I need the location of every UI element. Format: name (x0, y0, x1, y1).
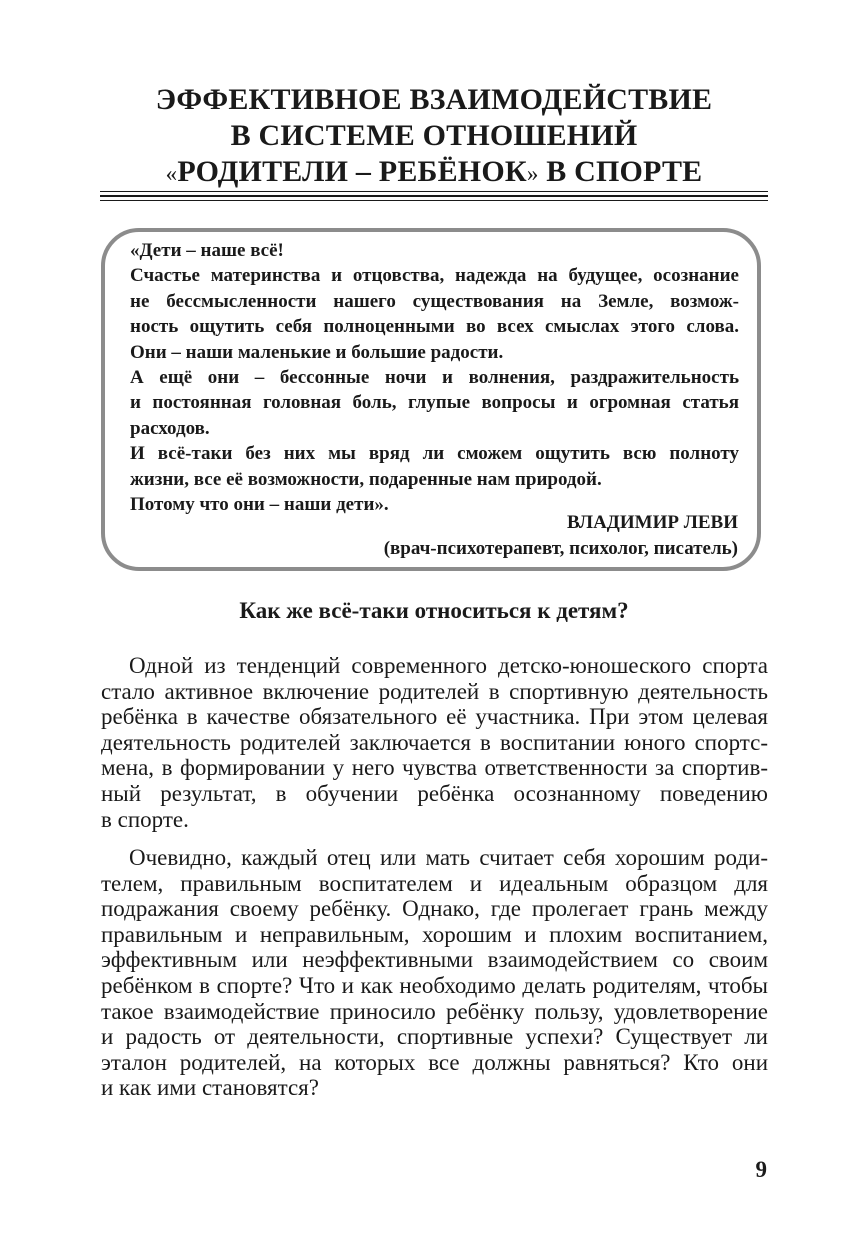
paragraph-line: Одной из тенденций современного детско-юношеского спорта (129, 653, 768, 678)
epigraph-author: ВЛАДИМИР ЛЕВИ (566, 512, 738, 533)
epigraph-line: расходов. (130, 417, 210, 439)
epigraph-line: жизни, все её возможности, подаренные нам природой. (130, 468, 602, 490)
paragraph-line: деятельность родителей заключается в воспитании юного спортс- (101, 729, 768, 755)
epigraph-author-role: (врач-психотерапевт, психолог, писатель) (383, 538, 738, 559)
paragraph-line: ребёнком в спорте? Что и как необходимо делать родителям, чтобы (101, 972, 768, 998)
paragraph-line: мена, в формировании у него чувства ответственности за спортив- (101, 755, 768, 781)
page-number: 9 (755, 1157, 767, 1182)
epigraph-line: ность ощутить себя полноценными во всех смыслах этого слова. (130, 316, 739, 338)
epigraph-line: Они – наши маленькие и большие радости. (130, 341, 504, 363)
chapter-title-tail: В СПОРТЕ (538, 155, 703, 188)
epigraph-line: «Дети – наше всё! (130, 240, 284, 261)
paragraph (101, 653, 768, 832)
paragraph-line: эталон родителей, на которых все должны равняться? Кто они (101, 1049, 768, 1075)
chapter-title-line-3 (100, 154, 768, 192)
title-rule-middle (100, 195, 768, 197)
paragraph-line: ребёнка в качестве обязательного её участника. При этом целевая (101, 704, 768, 730)
paragraph-line: эффективным или неэффективными взаимодействием со своим (101, 947, 768, 973)
epigraph-attribution (384, 510, 738, 562)
chapter-title-line-1: ЭФФЕКТИВНОЕ ВЗАИМОДЕЙСТВИЕ (155, 83, 713, 116)
epigraph-line: А ещё они – бессонные ночи и волнения, раздражительность (130, 367, 739, 389)
paragraph (101, 845, 768, 1101)
chapter-title-emphasis: РОДИТЕЛИ – РЕБЁНОК (177, 155, 527, 188)
epigraph-line: не бессмысленности нашего существования на Земле, возмож- (130, 290, 739, 312)
epigraph-text (130, 238, 739, 517)
title-rule-top (100, 191, 768, 192)
paragraph-line: в спорте. (101, 806, 189, 832)
chapter-title (100, 82, 768, 192)
epigraph-line: И всё-таки без них мы вряд ли сможем ощутить всю полноту (130, 443, 739, 465)
section-heading: Как же всё-таки относиться к детям? (239, 598, 629, 623)
epigraph-line: Потому что они – наши дети». (130, 494, 389, 516)
open-quote: « (165, 161, 178, 186)
paragraph-line: ный результат, в обучении ребёнка осознанному поведению (101, 780, 768, 806)
title-rule-bottom (100, 200, 768, 201)
paragraph-line: и радость от деятельности, спортивные успехи? Существует ли (101, 1024, 768, 1050)
paragraph-line: Очевидно, каждый отец или мать считает себя хорошим роди- (129, 845, 768, 870)
paragraph-line: стало активное включение родителей в спортивную деятельность (101, 678, 768, 704)
epigraph-line: и постоянная головная боль, глупые вопросы и огромная статья (130, 392, 739, 414)
paragraph-line: подражания своему ребёнку. Однако, где пролегает грань между (101, 896, 768, 922)
paragraph-line: и как ими становятся? (101, 1075, 319, 1101)
close-quote: » (526, 161, 539, 186)
paragraph-line: телем, правильным воспитателем и идеальным образцом для (101, 870, 768, 896)
chapter-title-line-2: В СИСТЕМЕ ОТНОШЕНИЙ (230, 119, 638, 152)
paragraph-line: правильным и неправильным, хорошим и плохим воспитанием, (101, 921, 768, 947)
epigraph-line: Счастье материнства и отцовства, надежда на будущее, осознание (130, 265, 739, 287)
paragraph-line: такое взаимодействие приносило ребёнку пользу, удовлетворение (101, 998, 768, 1024)
